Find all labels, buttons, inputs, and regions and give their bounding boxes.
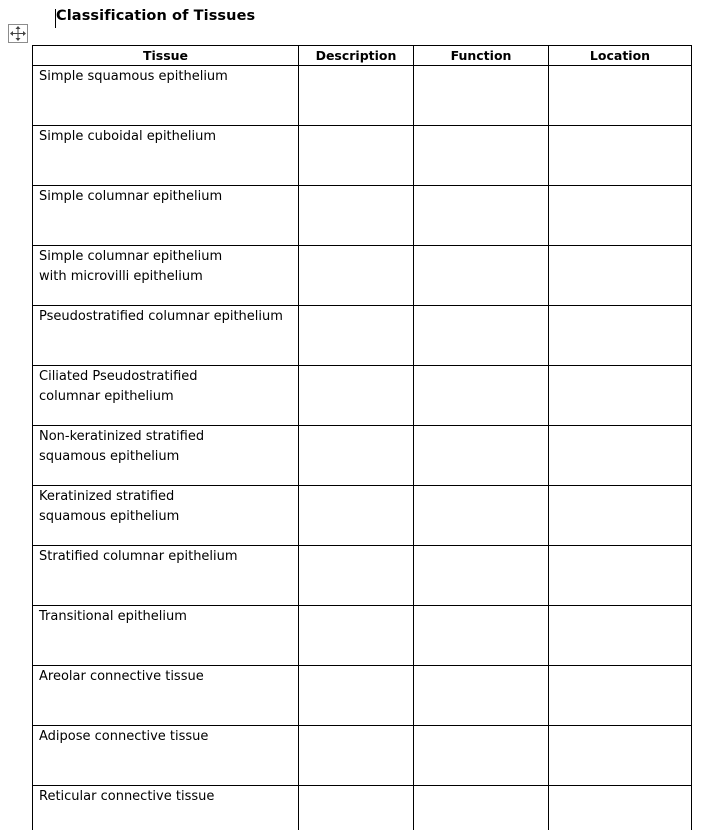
table-row: [33, 66, 692, 126]
tissue-cell[interactable]: Non-keratinized stratified squamous epithelium: [33, 426, 299, 486]
description-cell[interactable]: [299, 186, 414, 246]
table-row: [33, 366, 692, 426]
table-row: [33, 126, 692, 186]
description-cell[interactable]: [299, 726, 414, 786]
table-row: [33, 426, 692, 486]
location-cell[interactable]: [549, 66, 692, 126]
location-cell[interactable]: [549, 486, 692, 546]
location-cell[interactable]: [549, 546, 692, 606]
header-location: Location: [549, 46, 692, 66]
description-cell[interactable]: [299, 306, 414, 366]
description-cell[interactable]: [299, 786, 414, 830]
location-cell[interactable]: [549, 246, 692, 306]
table-row: [33, 306, 692, 366]
function-cell[interactable]: [414, 726, 549, 786]
function-cell[interactable]: [414, 546, 549, 606]
function-cell[interactable]: [414, 66, 549, 126]
function-cell[interactable]: [414, 666, 549, 726]
table-row: [33, 486, 692, 546]
location-cell[interactable]: [549, 426, 692, 486]
location-cell[interactable]: [549, 186, 692, 246]
header-description: Description: [299, 46, 414, 66]
description-cell[interactable]: [299, 546, 414, 606]
description-cell[interactable]: [299, 126, 414, 186]
location-cell[interactable]: [549, 666, 692, 726]
tissue-cell[interactable]: Adipose connective tissue: [33, 726, 299, 786]
tissue-cell[interactable]: Reticular connective tissue: [33, 786, 299, 830]
table-row: [33, 666, 692, 726]
four-way-arrow-icon: [9, 25, 27, 42]
table-row: [33, 786, 692, 830]
function-cell[interactable]: [414, 426, 549, 486]
document-title[interactable]: Classification of Tissues: [56, 8, 256, 24]
header-tissue: Tissue: [33, 46, 299, 66]
description-cell[interactable]: [299, 366, 414, 426]
function-cell[interactable]: [414, 306, 549, 366]
tissue-cell[interactable]: Simple cuboidal epithelium: [33, 126, 299, 186]
tissue-cell[interactable]: Simple columnar epithelium: [33, 186, 299, 246]
function-cell[interactable]: [414, 186, 549, 246]
location-cell[interactable]: [549, 306, 692, 366]
location-cell[interactable]: [549, 726, 692, 786]
description-cell[interactable]: [299, 666, 414, 726]
tissue-classification-table: [32, 45, 692, 830]
location-cell[interactable]: [549, 786, 692, 830]
description-cell[interactable]: [299, 606, 414, 666]
tissue-cell[interactable]: Transitional epithelium: [33, 606, 299, 666]
table-row: [33, 606, 692, 666]
table-row: [33, 186, 692, 246]
table-row: [33, 246, 692, 306]
location-cell[interactable]: [549, 366, 692, 426]
description-cell[interactable]: [299, 426, 414, 486]
description-cell[interactable]: [299, 486, 414, 546]
location-cell[interactable]: [549, 126, 692, 186]
table-header-row: [33, 46, 692, 66]
table-move-handle[interactable]: [8, 24, 28, 43]
description-cell[interactable]: [299, 246, 414, 306]
tissue-cell[interactable]: Ciliated Pseudostratified columnar epithelium: [33, 366, 299, 426]
description-cell[interactable]: [299, 66, 414, 126]
table-row: [33, 726, 692, 786]
function-cell[interactable]: [414, 786, 549, 830]
function-cell[interactable]: [414, 246, 549, 306]
tissue-cell[interactable]: Pseudostratified columnar epithelium: [33, 306, 299, 366]
tissue-cell[interactable]: Stratified columnar epithelium: [33, 546, 299, 606]
tissue-cell[interactable]: Simple columnar epithelium with microvilli epithelium: [33, 246, 299, 306]
function-cell[interactable]: [414, 366, 549, 426]
table-row: [33, 546, 692, 606]
location-cell[interactable]: [549, 606, 692, 666]
tissue-cell[interactable]: Simple squamous epithelium: [33, 66, 299, 126]
function-cell[interactable]: [414, 126, 549, 186]
tissue-cell[interactable]: Areolar connective tissue: [33, 666, 299, 726]
tissue-cell[interactable]: Keratinized stratified squamous epithelium: [33, 486, 299, 546]
function-cell[interactable]: [414, 486, 549, 546]
function-cell[interactable]: [414, 606, 549, 666]
header-function: Function: [414, 46, 549, 66]
